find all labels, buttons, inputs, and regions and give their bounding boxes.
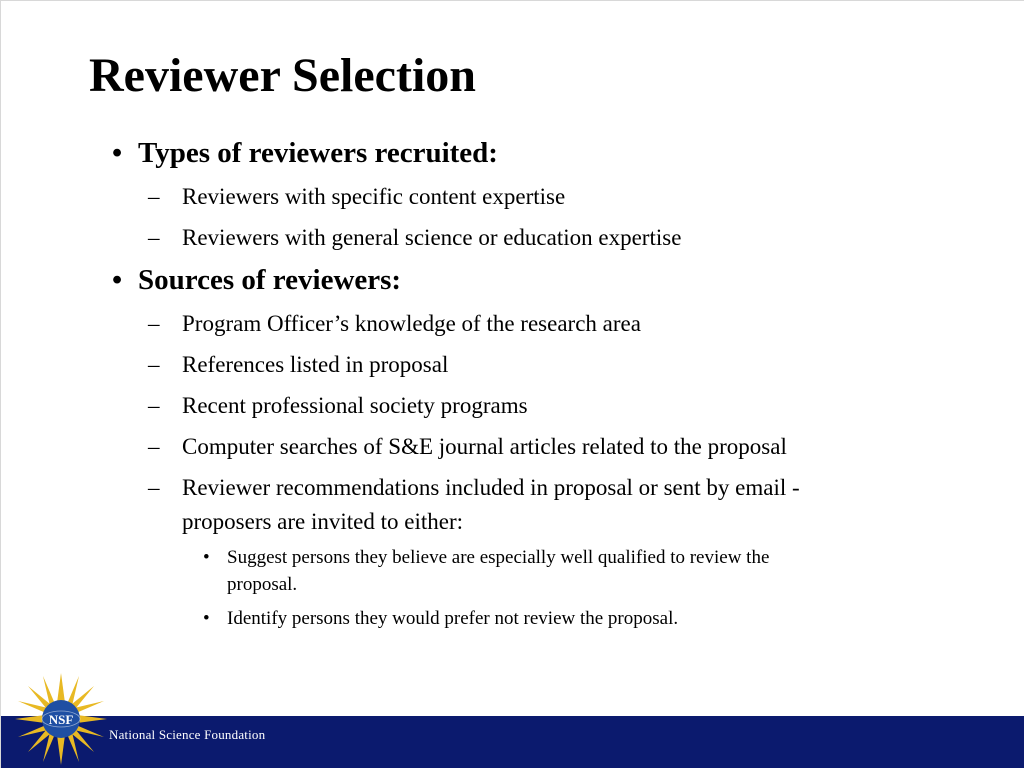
- dash-marker: –: [148, 184, 160, 209]
- subsubitem-suggest-persons: [203, 545, 770, 571]
- dash-marker: –: [148, 311, 160, 336]
- subitem-general-expertise: [148, 222, 682, 254]
- subitem-text: Program Officer’s knowledge of the research area: [182, 311, 641, 336]
- subitem-text-line2: proposers are invited to either:: [182, 509, 464, 534]
- nsf-logo-icon: [15, 673, 107, 765]
- subitem-content-expertise: [148, 181, 566, 213]
- small-bullet-marker: •: [203, 547, 210, 568]
- slide-content: [1, 1, 1024, 701]
- subitem-text: Reviewers with general science or education expertise: [182, 225, 682, 250]
- subitem-society-programs: [148, 390, 528, 422]
- subitem-computer-searches: [148, 431, 787, 463]
- dash-marker: –: [148, 352, 160, 377]
- logo-text: NSF: [48, 712, 74, 727]
- slide-title: Reviewer Selection: [89, 49, 476, 102]
- subsubitem-text-line1: Suggest persons they believe are especially well qualified to review the: [227, 547, 770, 568]
- subitem-text-line1: Reviewer recommendations included in proposal or sent by email -: [182, 475, 800, 500]
- subsubitem-suggest-persons-continued: [227, 572, 297, 598]
- dash-marker: –: [148, 393, 160, 418]
- subitem-text: Recent professional society programs: [182, 393, 528, 418]
- subitem-program-officer: [148, 308, 641, 340]
- bullet-types-of-reviewers: [112, 136, 498, 170]
- small-bullet-marker: •: [203, 608, 210, 629]
- dash-marker: –: [148, 434, 160, 459]
- dash-marker: –: [148, 225, 160, 250]
- bullet-marker: •: [112, 137, 123, 169]
- dash-marker: –: [148, 475, 160, 500]
- subsubitem-identify-persons: [203, 606, 679, 632]
- subitem-text: References listed in proposal: [182, 352, 449, 377]
- bullet-sources-of-reviewers: [112, 263, 402, 297]
- subitem-text: Computer searches of S&E journal articles related to the proposal: [182, 434, 787, 459]
- footer-org-name: National Science Foundation: [109, 727, 266, 742]
- bullet-marker: •: [112, 264, 123, 296]
- subitem-text: Reviewers with specific content expertise: [182, 184, 566, 209]
- bullet-text: Sources of reviewers:: [138, 264, 402, 296]
- subitem-references: [148, 349, 449, 381]
- subitem-recommendations-continued: [182, 506, 463, 538]
- subitem-recommendations: [148, 472, 800, 504]
- subsubitem-text-line2: proposal.: [227, 574, 298, 595]
- subsubitem-text: Identify persons they would prefer not review the proposal.: [227, 608, 679, 629]
- bullet-text: Types of reviewers recruited:: [138, 137, 498, 169]
